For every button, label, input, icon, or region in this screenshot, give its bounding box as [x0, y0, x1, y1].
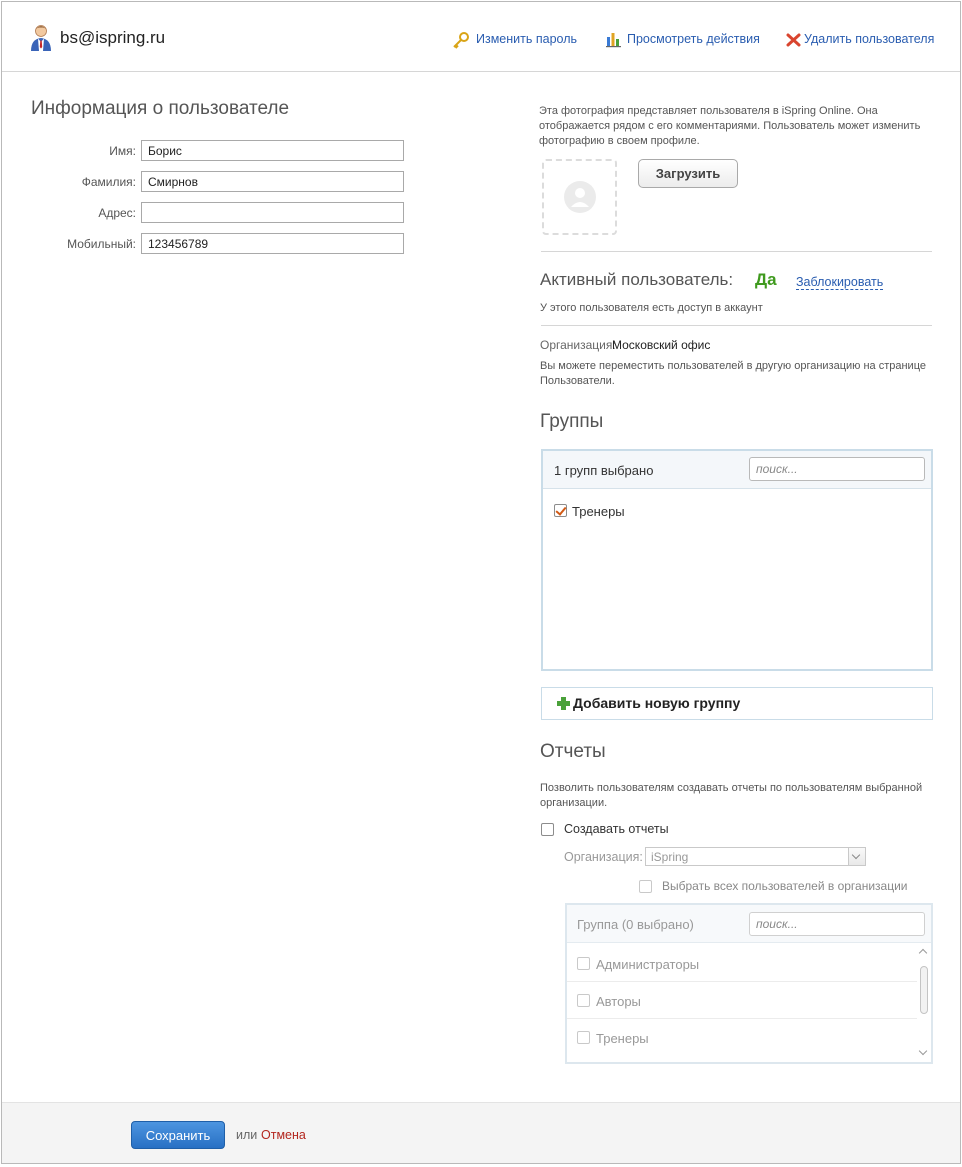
create-reports-checkbox[interactable]	[541, 823, 554, 836]
change-password-link[interactable]: Изменить пароль	[452, 32, 577, 46]
delete-x-icon	[785, 31, 803, 49]
avatar-placeholder-icon	[562, 179, 598, 215]
create-reports-label: Создавать отчеты	[564, 822, 669, 836]
reports-groups-header	[567, 905, 931, 943]
reports-groups-panel	[565, 903, 933, 1064]
reports-title: Отчеты	[540, 741, 606, 762]
list-item[interactable]: Тренеры	[567, 1019, 917, 1056]
user-avatar-icon	[29, 24, 53, 52]
user-info-title: Информация о пользователе	[31, 98, 290, 119]
mobile-input[interactable]	[141, 233, 404, 254]
last-name-label: Фамилия:	[81, 175, 136, 189]
list-item[interactable]: Администраторы	[567, 945, 917, 982]
reports-description: Позволить пользователям создавать отчеты по пользователям выбранной организации.	[540, 782, 923, 809]
block-user-link[interactable]: Заблокировать	[796, 275, 884, 289]
reports-groups-scrollbar[interactable]	[917, 944, 931, 1062]
cancel-link[interactable]: Отмена	[261, 1128, 306, 1142]
last-name-input[interactable]	[141, 171, 404, 192]
chevron-down-icon[interactable]	[919, 1047, 927, 1055]
select-all-users-checkbox[interactable]	[639, 880, 652, 893]
or-text: или	[236, 1128, 258, 1142]
group-item[interactable]	[553, 503, 753, 523]
organization-value: Московский офис	[612, 338, 711, 352]
plus-icon	[557, 697, 570, 710]
delete-user-link[interactable]: Удалить пользователя	[785, 32, 934, 46]
reports-org-label: Организация:	[564, 850, 643, 864]
photo-description: Эта фотография представляет пользователя в iSpring Online. Она отображается рядом с его комментариями. Пользователь может изменить фотографию в своем профиле.	[539, 105, 921, 147]
reports-org-select[interactable]: iSpring	[645, 847, 866, 866]
username-title: bs@ispring.ru	[60, 28, 166, 47]
list-item-checkbox[interactable]	[577, 957, 590, 970]
list-item-checkbox[interactable]	[577, 1031, 590, 1044]
page-header	[2, 2, 960, 72]
user-edit-page	[1, 1, 961, 1164]
organization-note: Вы можете переместить пользователей в другую организацию на странице Пользователи.	[540, 360, 926, 387]
bar-chart-icon	[605, 31, 623, 49]
groups-selected-count: 1 групп выбрано	[554, 463, 654, 478]
divider	[541, 251, 932, 252]
active-user-label: Активный пользователь:	[540, 270, 734, 289]
active-user-value: Да	[755, 270, 777, 289]
view-actions-link[interactable]: Просмотреть действия	[605, 32, 760, 46]
last-name-row	[2, 171, 422, 193]
first-name-label: Имя:	[109, 144, 136, 158]
address-label: Адрес:	[98, 206, 136, 220]
mobile-row	[2, 233, 422, 255]
divider	[541, 325, 932, 326]
first-name-input[interactable]	[141, 140, 404, 161]
save-button[interactable]: Сохранить	[131, 1121, 225, 1149]
scrollbar-thumb[interactable]	[920, 966, 928, 1014]
status-note: У этого пользователя есть доступ в аккаунт	[540, 302, 763, 314]
chevron-down-icon	[848, 848, 865, 865]
key-icon	[452, 31, 470, 49]
page-footer	[2, 1102, 960, 1163]
reports-group-count: Группа (0 выбрано)	[577, 917, 694, 932]
groups-search-input[interactable]	[749, 457, 925, 481]
reports-groups-search-input[interactable]	[749, 912, 925, 936]
mobile-label: Мобильный:	[67, 237, 136, 251]
groups-title: Группы	[540, 411, 604, 432]
group-item-label: Тренеры	[572, 504, 625, 519]
groups-panel-header	[543, 451, 931, 489]
group-item-checkbox[interactable]	[554, 504, 567, 517]
upload-photo-button[interactable]: Загрузить	[638, 159, 738, 188]
address-input[interactable]	[141, 202, 404, 223]
chevron-up-icon[interactable]	[919, 949, 927, 957]
select-all-users-label: Выбрать всех пользователей в организации	[662, 879, 908, 893]
list-item-checkbox[interactable]	[577, 994, 590, 1007]
list-item[interactable]: Авторы	[567, 982, 917, 1019]
photo-placeholder	[542, 159, 617, 235]
add-group-button[interactable]: Добавить новую группу	[541, 687, 933, 720]
organization-label: Организация:	[540, 338, 616, 352]
first-name-row	[2, 140, 422, 162]
groups-panel	[541, 449, 933, 671]
address-row	[2, 202, 422, 224]
